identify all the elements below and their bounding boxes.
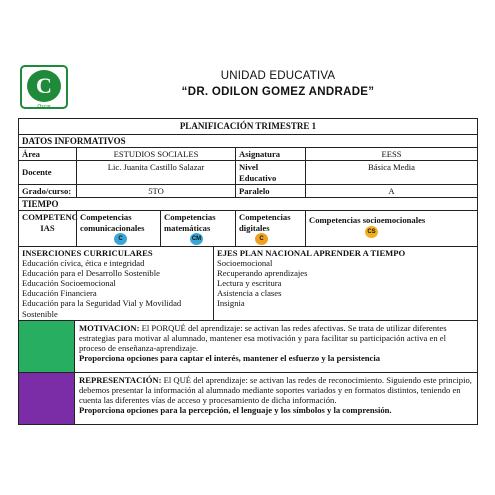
insercion-item: Educación para el Desarrollo Sostenible — [22, 267, 160, 278]
comp-digitales — [236, 211, 306, 245]
representacion-label: REPRESENTACIÓN: — [79, 374, 162, 385]
comp-socioemocionales-line1: Competencias socioemocionales — [309, 215, 426, 226]
eje-item: Recuperando aprendizajes — [217, 267, 308, 278]
paralelo-value: A — [388, 185, 395, 196]
motivacion-label: MOTIVACION: — [79, 322, 140, 333]
tiempo-label: TIEMPO — [18, 198, 478, 212]
representacion-description: El QUÉ del aprendizaje: se activan las redes de reconocimiento. Siguiendo este principio, debemos presentar la información al alumnado mediante soportes variados y en formatos distintos, teniendo en cuenta las diferentes vías de acceso y procesamiento de dicha información. — [79, 374, 472, 405]
paralelo-label: Paralelo — [236, 185, 306, 197]
grado-row — [18, 185, 478, 198]
comp-comunicacionales-line1: Competencias — [80, 212, 132, 223]
competencias-label-line2: IAS — [40, 222, 55, 233]
school-name-line2: “DR. ODILON GOMEZ ANDRADE” — [181, 86, 375, 98]
competencias-row — [18, 211, 478, 246]
nivel-label-line1: Nivel — [239, 162, 259, 173]
competencias-label-line1: COMPETENC — [22, 212, 78, 223]
motivacion-text — [75, 321, 477, 372]
school-logo — [18, 62, 70, 112]
area-value: ESTUDIOS SOCIALES — [77, 148, 236, 160]
insercion-item: Educación para la Seguridad Vial y Movilidad Sostenible — [22, 298, 182, 319]
grado-value: 5TO — [77, 185, 236, 197]
docente-row — [18, 161, 478, 184]
representacion-text — [75, 373, 477, 424]
docente-value: Lic. Juanita Castillo Salazar — [77, 161, 236, 183]
comp-socioemocionales — [306, 211, 477, 245]
asignatura-label: Asignatura — [236, 148, 306, 160]
nivel-label — [236, 161, 306, 183]
eje-item: Asistencia a clases — [217, 288, 282, 299]
area-label: Área — [19, 148, 77, 160]
nivel-value: Básica Media — [367, 162, 415, 173]
inserciones-curriculares — [19, 247, 214, 320]
asignatura-value: EESS — [381, 149, 402, 160]
ejes-plan-nacional — [214, 247, 477, 320]
motivacion-bold-line: Proporciona opciones para captar el interés, mantener el esfuerzo y la persistencia — [79, 353, 381, 364]
competencias-label — [19, 211, 77, 245]
insercion-item: Educación cívica, ética e integridad — [22, 257, 145, 268]
nivel-label-line2: Educativo — [239, 172, 277, 183]
school-name-line1: UNIDAD EDUCATIVA — [220, 70, 336, 82]
comp-matematicas — [161, 211, 236, 245]
digitales-icon: C — [255, 233, 268, 245]
inserciones-heading: INSERCIONES CURRICULARES — [22, 247, 153, 258]
representacion-color-block — [19, 373, 75, 424]
motivacion-description: El PORQUÉ del aprendizaje: se activan las redes afectivas. Se trata de utilizar diferentes estrategias para motivar al alumnado, mantener esa motivación y para facilitar su participación activa en el proceso de enseñanza-aprendizaje. — [79, 322, 447, 353]
plan-title: PLANIFICACIÓN TRIMESTRE 1 — [18, 118, 478, 135]
svg-text:C: C — [36, 73, 52, 98]
comp-matematicas-line2: matemáticas — [164, 222, 211, 233]
document-header — [18, 62, 478, 112]
socioemocionales-icon: CS — [365, 226, 378, 238]
eje-item: Socioemocional — [217, 257, 273, 268]
eje-item: Lectura y escritura — [217, 278, 282, 289]
comunicacionales-icon: C — [114, 233, 127, 245]
datos-heading: DATOS INFORMATIVOS — [18, 135, 478, 149]
comp-comunicacionales — [77, 211, 161, 245]
insercion-item: Educación Socioemocional — [22, 278, 116, 289]
ejes-heading: EJES PLAN NACIONAL APRENDER A TIEMPO — [217, 247, 406, 258]
comp-comunicacionales-line2: comunicacionales — [80, 222, 145, 233]
eje-item: Insignia — [217, 298, 245, 309]
representacion-bold-line: Proporciona opciones para la percepción, el lenguaje y los símbolos y la comprensión. — [79, 405, 392, 416]
area-row — [18, 148, 478, 161]
comp-matematicas-line1: Competencias — [164, 212, 216, 223]
inserciones-ejes-row — [18, 247, 478, 321]
comp-digitales-line2: digitales — [239, 222, 270, 233]
motivacion-row — [18, 321, 478, 373]
matematicas-icon: CM — [190, 233, 203, 245]
svg-text:Oscar: Oscar — [37, 104, 51, 110]
docente-label: Docente — [19, 161, 77, 183]
comp-digitales-line1: Competencias — [239, 212, 291, 223]
insercion-item: Educación Financiera — [22, 288, 97, 299]
representacion-row — [18, 373, 478, 425]
motivacion-color-block — [19, 321, 75, 372]
grado-label: Grado/curso: — [19, 185, 77, 197]
planning-table — [18, 118, 478, 425]
